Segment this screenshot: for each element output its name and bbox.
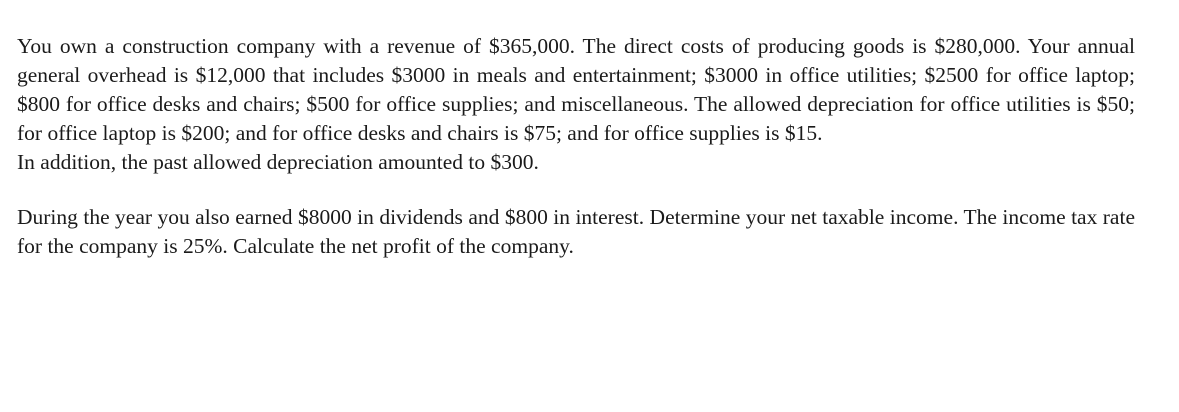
paragraph-gap [17,177,1135,203]
paragraph-income-question: During the year you also earned $8000 in dividends and $800 in interest. Determine your net taxable income. The income tax rate for the company is 25%. Calculate the net profit of the company. [17,205,1135,258]
paragraph-company-costs: You own a construction company with a revenue of $365,000. The direct costs of producing goods is $280,000. Your annual general overhead is $12,000 that includes $3000 in meals and entertainment; $3000 in office utilities; $2500 for office laptop; $800 for office desks and chairs; $500 for office supplies; and miscellaneous. The allowed depreciation for office utilities is $50; for office laptop is $200; and for office desks and chairs is $75; and for office supplies is $15. [17,34,1135,145]
problem-text [17,32,1135,261]
paragraph-past-depreciation: In addition, the past allowed depreciation amounted to $300. [17,150,539,174]
